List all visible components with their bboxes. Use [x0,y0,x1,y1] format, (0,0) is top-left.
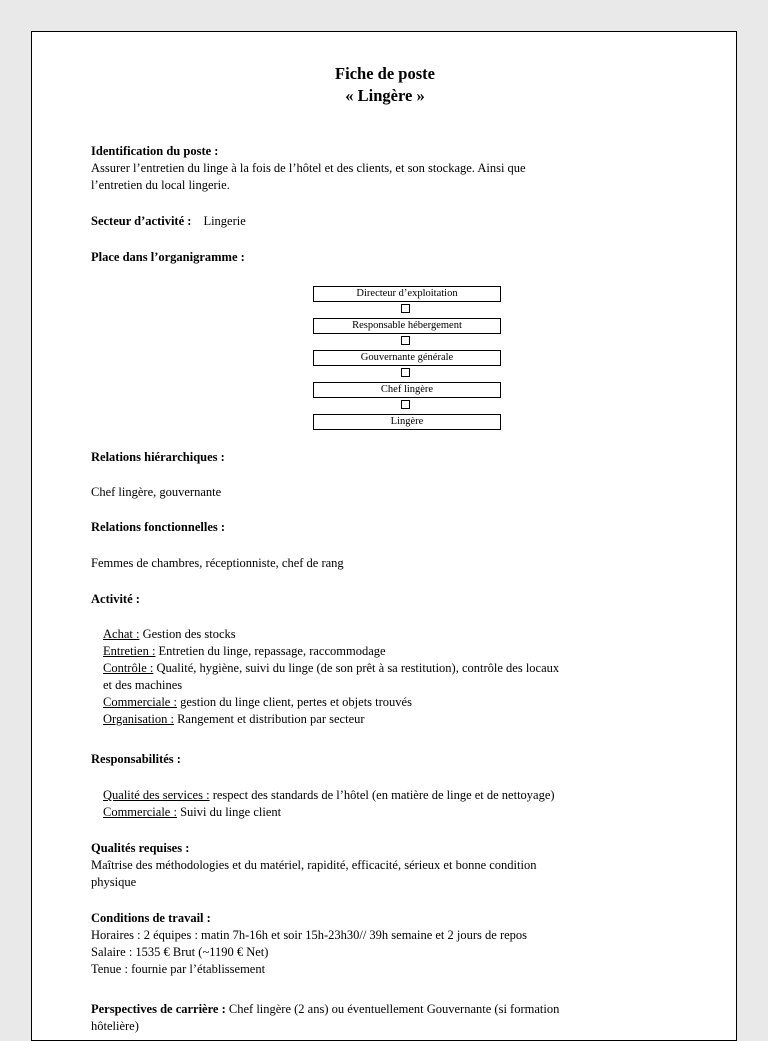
qualites-text-2: physique [91,875,137,889]
activite-item [103,694,412,711]
qualites-text-1: Maîtrise des méthodologies et du matériel, rapidité, efficacité, sérieux et bonne condition [91,858,537,872]
perspectives-text-2: hôtelière) [91,1019,139,1033]
activite-item [103,660,559,677]
responsabilite-label: Qualité des services : [103,788,210,802]
secteur-line [91,213,246,230]
relations-hierarchiques-value: Chef lingère, gouvernante [91,485,222,499]
identification-text-1: Assurer l’entretien du linge à la fois de l’hôtel et des clients, et son stockage. Ainsi que [91,161,526,175]
perspectives-line [91,1001,559,1018]
conditions-tenue: Tenue : fournie par l’établissement [91,962,266,976]
activite-text: Rangement et distribution par secteur [173,712,365,726]
conditions-heading: Conditions de travail : [91,911,211,925]
activite-item [103,643,386,660]
org-box-directeur: Directeur d’exploitation [313,286,501,302]
secteur-value: Lingerie [203,214,246,228]
conditions-horaires: Horaires : 2 équipes : matin 7h-16h et soir 15h-23h30// 39h semaine et 2 jours de repos [91,928,528,942]
org-box-responsable: Responsable hébergement [313,318,501,334]
activite-text: Gestion des stocks [139,627,236,641]
perspectives-text: Chef lingère (2 ans) ou éventuellement Gouvernante (si formation [225,1002,560,1016]
responsabilite-text: Suivi du linge client [176,805,282,819]
activite-text: Entretien du linge, repassage, raccommodage [155,644,386,658]
responsabilite-text: respect des standards de l’hôtel (en matière de linge et de nettoyage) [209,788,555,802]
org-box-lingere: Lingère [313,414,501,430]
document-page [31,31,737,1041]
activite-text: Qualité, hygiène, suivi du linge (de son prêt à sa restitution), contrôle des locaux [153,661,560,675]
responsabilite-item [103,804,281,821]
relations-fonctionnelles-value: Femmes de chambres, réceptionniste, chef de rang [91,556,344,570]
org-connector-icon [401,368,410,377]
responsabilite-label: Commerciale : [103,805,177,819]
responsabilite-item [103,787,555,804]
activite-label: Organisation : [103,712,174,726]
org-connector-icon [401,336,410,345]
activite-label: Commerciale : [103,695,177,709]
org-box-gouvernante: Gouvernante générale [313,350,501,366]
org-connector-icon [401,400,410,409]
document-title: Fiche de poste [335,64,435,83]
responsabilites-heading: Responsabilités : [91,752,181,766]
conditions-salaire: Salaire : 1535 € Brut (~1190 € Net) [91,945,269,959]
secteur-heading: Secteur d’activité : [91,214,192,228]
activite-label: Contrôle : [103,661,154,675]
activite-label: Achat : [103,627,140,641]
qualites-heading: Qualités requises : [91,841,190,855]
perspectives-heading: Perspectives de carrière : [91,1002,226,1016]
activite-item [103,711,365,728]
activite-item [103,626,236,643]
document-subtitle: « Lingère » [345,86,425,105]
activite-text: gestion du linge client, pertes et objets trouvés [176,695,412,709]
activite-item-continuation: et des machines [103,678,183,692]
identification-heading: Identification du poste : [91,144,219,158]
org-connector-icon [401,304,410,313]
identification-text-2: l’entretien du local lingerie. [91,178,230,192]
org-box-chef-lingere: Chef lingère [313,382,501,398]
activite-label: Entretien : [103,644,156,658]
relations-hierarchiques-heading: Relations hiérarchiques : [91,450,225,464]
organigramme-heading: Place dans l’organigramme : [91,250,245,264]
activite-heading: Activité : [91,592,140,606]
relations-fonctionnelles-heading: Relations fonctionnelles : [91,520,226,534]
